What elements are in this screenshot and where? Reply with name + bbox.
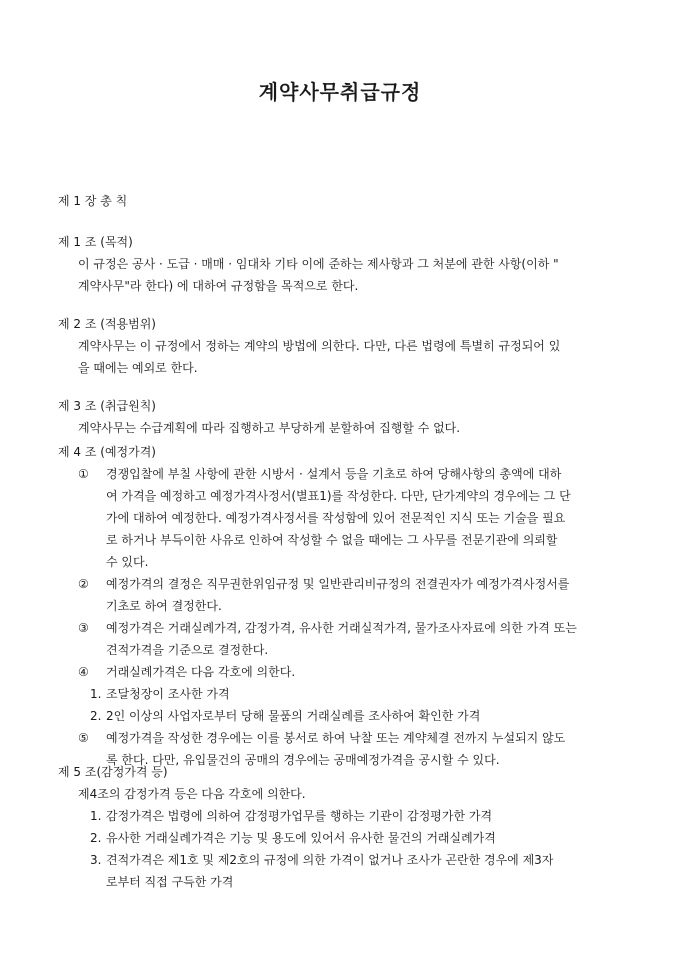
chapter-heading: 제 1 장 총 칙: [58, 194, 128, 208]
clause-line: 견적가격을 기준으로 결정한다.: [106, 643, 269, 657]
subitem-line: 2인 이상의 사업자로부터 당해 물품의 거래실례를 조사하여 확인한 가격: [106, 709, 481, 723]
clause-line: 예정가격을 작성한 경우에는 이를 봉서로 하여 낙찰 또는 계약체결 전까지 누설되지 않도: [106, 731, 566, 745]
subitem-number: 3.: [90, 853, 102, 867]
subitem-number: 2.: [90, 709, 102, 723]
clause-line: 가에 대하여 예정한다. 예정가격사정서를 작성함에 있어 전문적인 지식 또는 기술을 필요: [106, 511, 566, 525]
clause-marker: ④: [78, 665, 89, 679]
subitem-number: 1.: [90, 809, 102, 823]
body-line: 계약사무"라 한다) 에 대하여 규정함을 목적으로 한다.: [78, 279, 359, 293]
clause-line: 여 가격을 예정하고 예정가격사정서(별표1)를 작성한다. 다만, 단가계약의 경우에는 그 단: [106, 489, 571, 503]
subitem-3: [58, 849, 628, 893]
subitem-line: 견적가격은 제1호 및 제2호의 규정에 의한 가격이 없거나 조사가 곤란한 경우에 제3자: [106, 853, 554, 867]
article-4: [58, 441, 628, 771]
clause-line: 기초로 하여 결정한다.: [106, 599, 222, 613]
clause-line: 예정가격은 거래실례가격, 감정가격, 유사한 거래실적가격, 물가조사자료에 의한 가격 또는: [106, 621, 577, 635]
article-body: [58, 335, 628, 379]
clause-3: [58, 617, 628, 661]
subitem-number: 1.: [90, 687, 102, 701]
article-body: [58, 783, 628, 805]
subitem-line: 로부터 직접 구득한 가격: [106, 875, 234, 889]
article-heading: 제 1 조 (목적): [58, 235, 133, 249]
body-line: 이 규정은 공사 · 도급 · 매매 · 임대차 기타 이에 준하는 제사항과 그 처분에 관한 사항(이하 ": [78, 257, 559, 271]
subitem-1: [58, 683, 628, 705]
subitem-2: [58, 827, 628, 849]
body-line: 제4조의 감정가격 등은 다음 각호에 의한다.: [78, 787, 306, 801]
clause-1: [58, 463, 628, 573]
clause-line: 거래실례가격은 다음 각호에 의한다.: [106, 665, 296, 679]
clause-line: 경쟁입찰에 부칠 사항에 관한 시방서 · 설계서 등을 기초로 하여 당해사항의 총액에 대하: [106, 467, 562, 481]
article-5: [58, 761, 628, 893]
body-line: 을 때에는 예외로 한다.: [78, 361, 198, 375]
article-body: [58, 417, 628, 439]
clause-4: [58, 661, 628, 683]
body-line: 계약사무는 이 규정에서 정하는 계약의 방법에 의한다. 다만, 다른 법령에 특별히 규정되어 있: [78, 339, 561, 353]
article-3: [58, 395, 628, 439]
article-2: [58, 313, 628, 379]
clause-line: 수 있다.: [106, 555, 149, 569]
clause-marker: ⑤: [78, 731, 89, 745]
clause-line: 록 한다. 다만, 유입물건의 공매의 경우에는 공매예정가격을 공시할 수 있다.: [106, 753, 500, 767]
subitem-line: 감정가격은 법령에 의하여 감정평가업무를 행하는 기관이 감정평가한 가격: [106, 809, 493, 823]
article-body: [58, 253, 628, 297]
subitem-2: [58, 705, 628, 727]
body-line: 계약사무는 수급계획에 따라 집행하고 부당하게 분할하여 집행할 수 없다.: [78, 421, 461, 435]
document-title: 계약사무취급규정: [258, 80, 422, 104]
subitem-1: [58, 805, 628, 827]
clause-line: 로 하거나 부득이한 사유로 인하여 작성할 수 없을 때에는 그 사무를 전문기관에 의뢰할: [106, 533, 558, 547]
article-heading: 제 5 조(감정가격 등): [58, 765, 168, 779]
clause-marker: ②: [78, 577, 89, 591]
clause-marker: ①: [78, 467, 89, 481]
clause-marker: ③: [78, 621, 89, 635]
article-1: [58, 231, 628, 297]
clause-2: [58, 573, 628, 617]
subitem-number: 2.: [90, 831, 102, 845]
clause-line: 예정가격의 결정은 직무권한위임규정 및 일반관리비규정의 전결권자가 예정가격사정서를: [106, 577, 570, 591]
article-heading: 제 3 조 (취급원칙): [58, 399, 156, 413]
article-heading: 제 4 조 (예정가격): [58, 445, 156, 459]
article-heading: 제 2 조 (적용범위): [58, 317, 156, 331]
subitem-line: 유사한 거래실례가격은 기능 및 용도에 있어서 유사한 물건의 거래실례가격: [106, 831, 496, 845]
subitem-line: 조달청장이 조사한 가격: [106, 687, 230, 701]
